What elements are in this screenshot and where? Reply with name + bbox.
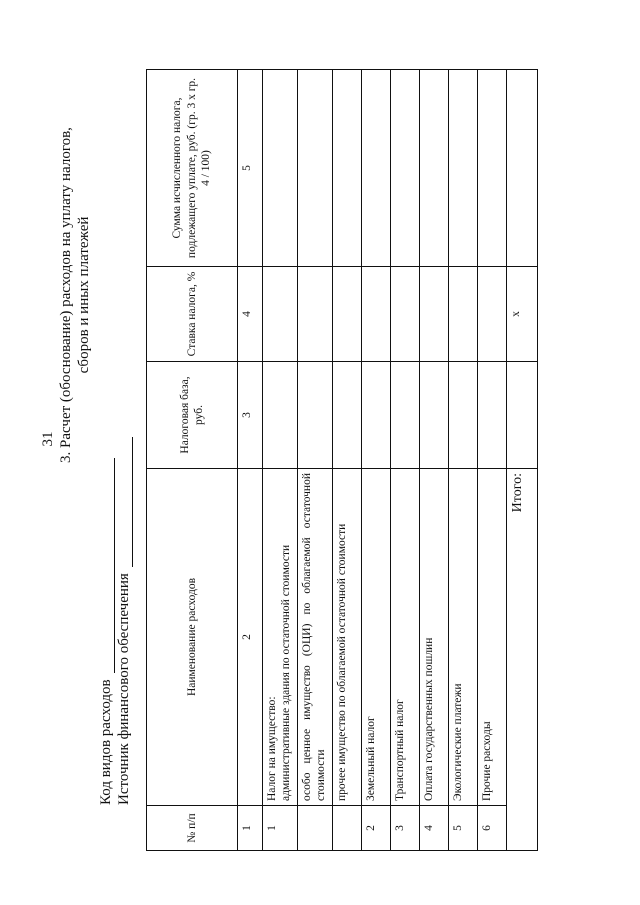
cell-sum[interactable] bbox=[478, 70, 507, 267]
table-header-row bbox=[147, 70, 238, 851]
table-row bbox=[449, 70, 478, 851]
row-number: 1 bbox=[263, 806, 298, 851]
cell-sum[interactable] bbox=[362, 70, 391, 267]
column-number: 3 bbox=[238, 362, 263, 469]
cell-base[interactable] bbox=[298, 362, 333, 469]
column-number: 2 bbox=[238, 469, 263, 806]
cell-base[interactable] bbox=[449, 362, 478, 469]
page-number: 31 bbox=[40, 431, 56, 447]
row-name: прочее имущество по облагаемой остаточной стоимости bbox=[333, 469, 362, 806]
row-number: 4 bbox=[420, 806, 449, 851]
row-name: Прочие расходы bbox=[478, 469, 507, 806]
funding-source-field bbox=[116, 437, 133, 805]
cell-rate[interactable] bbox=[449, 267, 478, 362]
expense-code-blank[interactable] bbox=[100, 458, 115, 673]
cell-base[interactable] bbox=[333, 362, 362, 469]
cell-rate[interactable] bbox=[362, 267, 391, 362]
row-name: Транспортный налог bbox=[391, 469, 420, 806]
header-num: № п/п bbox=[147, 806, 238, 851]
row-name-line: особо ценное имущество (ОЦИ) по облагаемой остаточной bbox=[301, 473, 313, 801]
row-name: Экологические платежи bbox=[449, 469, 478, 806]
header-sum: Сумма исчисленного налога, подлежащего уплате, руб. (гр. 3 х гр. 4 / 100) bbox=[147, 70, 238, 267]
cell-rate[interactable] bbox=[478, 267, 507, 362]
cell-rate[interactable] bbox=[263, 267, 298, 362]
cell-base[interactable] bbox=[362, 362, 391, 469]
row-name bbox=[298, 469, 333, 806]
table-row bbox=[333, 70, 362, 851]
cell-rate[interactable] bbox=[298, 267, 333, 362]
expense-code-field bbox=[98, 458, 115, 805]
cell-sum[interactable] bbox=[449, 70, 478, 267]
cell-rate[interactable] bbox=[333, 267, 362, 362]
column-numbers-row bbox=[238, 70, 263, 851]
cell-rate[interactable] bbox=[391, 267, 420, 362]
total-rate-cell: х bbox=[507, 267, 538, 362]
cell-sum[interactable] bbox=[391, 70, 420, 267]
total-row bbox=[507, 70, 538, 851]
row-name: Оплата государственных пошлин bbox=[420, 469, 449, 806]
table-row bbox=[298, 70, 333, 851]
tax-calculation-table bbox=[146, 69, 538, 851]
table-row bbox=[362, 70, 391, 851]
row-number: 2 bbox=[362, 806, 391, 851]
row-number: 6 bbox=[478, 806, 507, 851]
cell-sum[interactable] bbox=[333, 70, 362, 267]
total-sum-cell[interactable] bbox=[507, 70, 538, 267]
expense-code-label: Код видов расходов bbox=[98, 679, 114, 805]
cell-base[interactable] bbox=[391, 362, 420, 469]
total-base-cell[interactable] bbox=[507, 362, 538, 469]
column-number: 5 bbox=[238, 70, 263, 267]
header-base: Налоговая база, руб. bbox=[147, 362, 238, 469]
total-label: Итого: bbox=[507, 469, 538, 851]
row-name bbox=[263, 469, 298, 806]
form-title-line-1: 3. Расчет (обоснование) расходов на уплату налогов, bbox=[58, 127, 74, 463]
column-number: 4 bbox=[238, 267, 263, 362]
row-name-line: Налог на имущество: bbox=[266, 696, 278, 801]
funding-source-blank[interactable] bbox=[118, 437, 133, 567]
cell-base[interactable] bbox=[263, 362, 298, 469]
row-name: Земельный налог bbox=[362, 469, 391, 806]
cell-rate[interactable] bbox=[420, 267, 449, 362]
row-number: 5 bbox=[449, 806, 478, 851]
funding-source-label: Источник финансового обеспечения bbox=[116, 573, 132, 805]
row-number: 3 bbox=[391, 806, 420, 851]
row-number bbox=[333, 806, 362, 851]
row-name-line: административные здания по остаточной стоимости bbox=[280, 544, 293, 801]
table-row bbox=[478, 70, 507, 851]
table-row bbox=[391, 70, 420, 851]
cell-base[interactable] bbox=[478, 362, 507, 469]
row-number bbox=[298, 806, 333, 851]
cell-base[interactable] bbox=[420, 362, 449, 469]
header-rate: Ставка налога, % bbox=[147, 267, 238, 362]
form-title-line-2: сборов и иных платежей bbox=[76, 216, 92, 374]
table-row bbox=[263, 70, 298, 851]
cell-sum[interactable] bbox=[263, 70, 298, 267]
cell-sum[interactable] bbox=[298, 70, 333, 267]
header-name: Наименование расходов bbox=[147, 469, 238, 806]
column-number: 1 bbox=[238, 806, 263, 851]
row-name-line: стоимости bbox=[315, 749, 328, 801]
table-row bbox=[420, 70, 449, 851]
cell-sum[interactable] bbox=[420, 70, 449, 267]
